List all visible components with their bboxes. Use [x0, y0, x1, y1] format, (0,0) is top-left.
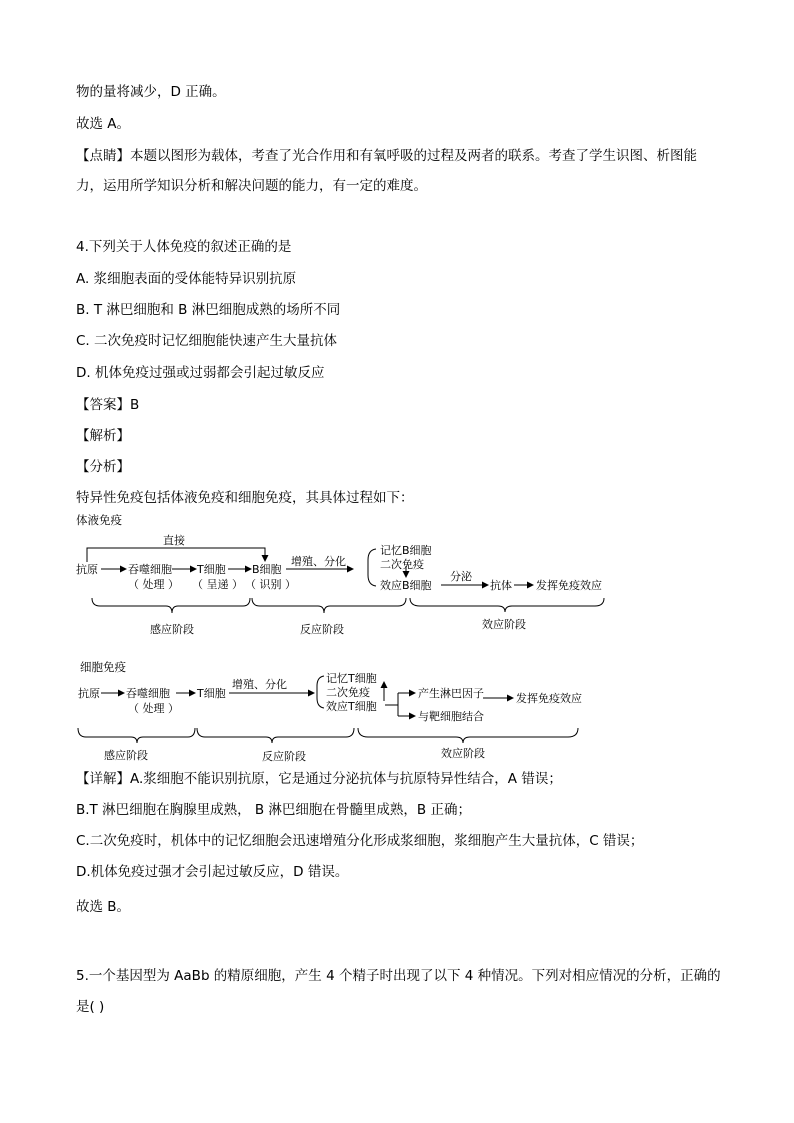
- secrete-label: 分泌: [450, 570, 472, 583]
- tcell-label: T细胞: [197, 687, 226, 700]
- question-stem: 4.下列关于人体免疫的叙述正确的是: [76, 239, 292, 255]
- cellular-title: 细胞免疫: [80, 660, 126, 674]
- answer: 【答案】B: [76, 397, 140, 413]
- tcell-sub: （ 呈递 ）: [192, 578, 243, 591]
- stage-reaction: 反应阶段: [262, 750, 306, 763]
- choose-answer: 故选 B。: [76, 899, 131, 915]
- proliferation-label: 增殖、分化: [291, 555, 346, 568]
- stage-effect: 效应阶段: [482, 618, 526, 631]
- effect-label: 发挥免疫效应: [536, 579, 602, 592]
- humoral-title: 体液免疫: [76, 513, 122, 527]
- analysis-heading: 【解析】: [76, 428, 130, 444]
- text-line: 【点睛】本题以图形为载体，考查了光合作用和有氧呼吸的过程及两者的联系。考查了学生识图、析图能: [76, 148, 697, 164]
- stage-effect: 效应阶段: [441, 747, 485, 760]
- question-stem: 5.一个基因型为 AaBb 的精原细胞，产生 4 个精子时出现了以下 4 种情况。下列对相应情况的分析，正确的: [76, 968, 721, 984]
- analysis-sub-heading: 【分析】: [76, 459, 130, 475]
- analysis-intro: 特异性免疫包括体液免疫和细胞免疫，其具体过程如下：: [76, 490, 414, 506]
- detail-c: C.二次免疫时，机体中的记忆细胞会迅速增殖分化形成浆细胞，浆细胞产生大量抗体，C 错误；: [76, 833, 644, 849]
- detail-d: D.机体免疫过强才会引起过敏反应，D 错误。: [76, 864, 349, 880]
- target-cell-label: 与靶细胞结合: [418, 710, 484, 723]
- antigen-label: 抗原: [76, 563, 98, 576]
- text-line: 故选 A。: [76, 116, 131, 132]
- phagocyte-sub: （ 处理 ）: [128, 702, 179, 715]
- stage-reaction: 反应阶段: [300, 623, 344, 636]
- effector-b-label: 效应B细胞: [380, 579, 432, 592]
- memory-b-label: 记忆B细胞: [380, 544, 432, 557]
- second-immunity-label: 二次免疫: [380, 558, 424, 571]
- tcell-label: T细胞: [197, 563, 226, 576]
- phagocyte-label: 吞噬细胞: [126, 687, 170, 700]
- option-c: C. 二次免疫时记忆细胞能快速产生大量抗体: [76, 333, 338, 349]
- option-b: B. T 淋巴细胞和 B 淋巴细胞成熟的场所不同: [76, 302, 341, 318]
- option-d: D. 机体免疫过强或过弱都会引起过敏反应: [76, 365, 325, 381]
- memory-t-label: 记忆T细胞: [326, 672, 377, 685]
- phagocyte-sub: （ 处理 ）: [128, 578, 179, 591]
- option-a: A. 浆细胞表面的受体能特异识别抗原: [76, 271, 297, 287]
- text-line: 物的量将减少，D 正确。: [76, 84, 226, 100]
- effect-label: 发挥免疫效应: [516, 692, 582, 705]
- antibody-label: 抗体: [490, 579, 512, 592]
- question-stem-cont: 是( ): [76, 999, 105, 1015]
- lymphokine-label: 产生淋巴因子: [418, 687, 484, 700]
- bcell-sub: （ 识别 ）: [245, 578, 296, 591]
- bcell-label: B细胞: [252, 563, 282, 576]
- detail-b: B.T 淋巴细胞在胸腺里成熟， B 淋巴细胞在骨髓里成熟，B 正确；: [76, 802, 471, 818]
- antigen-label: 抗原: [78, 687, 100, 700]
- effector-t-label: 效应T细胞: [326, 700, 377, 713]
- phagocyte-label: 吞噬细胞: [128, 563, 172, 576]
- second-immunity-label: 二次免疫: [326, 686, 370, 699]
- text-line: 力，运用所学知识分析和解决问题的能力，有一定的难度。: [76, 178, 427, 194]
- detail-a: 【详解】A.浆细胞不能识别抗原，它是通过分泌抗体与抗原特异性结合，A 错误；: [76, 771, 562, 787]
- stage-sensing: 感应阶段: [150, 623, 194, 636]
- stage-sensing: 感应阶段: [104, 749, 148, 762]
- proliferation-label: 增殖、分化: [232, 678, 287, 691]
- direct-label: 直接: [163, 534, 185, 547]
